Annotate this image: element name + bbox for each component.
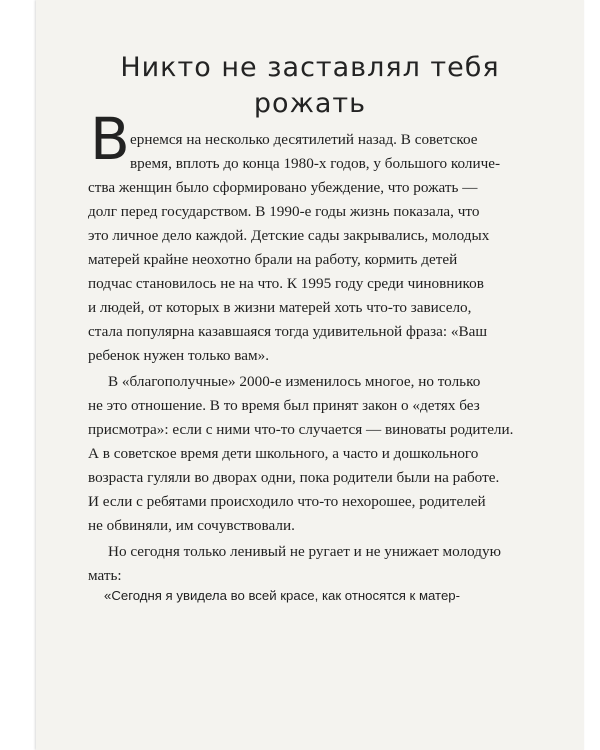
chapter-title-line-2: рожать <box>253 88 367 119</box>
text-line: А в советское время дети школьного, а часто и дошкольного <box>88 445 479 462</box>
text-line: И если с ребятами происходило что-то нехорошее, родителей <box>88 493 486 510</box>
text-line: стала популярна казавшаяся тогда удивительной фраза: «Ваш <box>88 323 488 340</box>
drop-cap: В <box>90 105 130 173</box>
text-line: мать: <box>88 567 122 584</box>
text-line: матерей крайне неохотно брали на работу, кормить детей <box>88 251 458 268</box>
text-line: присмотра»: если с ними что-то случается — виноваты родители. <box>88 421 514 438</box>
text-line: и людей, от которых в жизни матерей хоть что-то зависело, <box>88 299 472 316</box>
text-line: ства женщин было сформировано убеждение, что рожать — <box>88 179 478 196</box>
text-line: подчас становилось не на что. К 1995 году среди чиновников <box>88 275 484 292</box>
paragraph-1 <box>88 128 520 368</box>
quote-line: «Сегодня я увидела во всей красе, как относятся к матер- <box>104 588 461 603</box>
text-line: это личное дело каждой. Детские сады закрывались, молодых <box>88 227 490 244</box>
text-line: Но сегодня только ленивый не ругает и не унижает молодую <box>108 543 501 560</box>
chapter-title-line-1: Никто не заставлял тебя <box>120 52 500 83</box>
text-line: ребенок нужен только вам». <box>88 347 270 364</box>
text-line: В «благополучные» 2000-е изменилось многое, но только <box>108 373 481 390</box>
paragraph-2 <box>88 370 520 538</box>
text-line: не обвиняли, им сочувствовали. <box>88 517 295 534</box>
text-line: долг перед государством. В 1990-е годы жизнь показала, что <box>88 203 480 220</box>
quote-text <box>104 584 516 609</box>
text-line: время, вплоть до конца 1980-х годов, у большого количе- <box>130 155 501 172</box>
text-line: возраста гуляли во дворах одни, пока родители были на работе. <box>88 469 500 486</box>
text-line: не это отношение. В то время был принят закон о «детях без <box>88 397 480 414</box>
blockquote <box>104 560 516 585</box>
text-line: ернемся на несколько десятилетий назад. В советское <box>130 131 478 148</box>
